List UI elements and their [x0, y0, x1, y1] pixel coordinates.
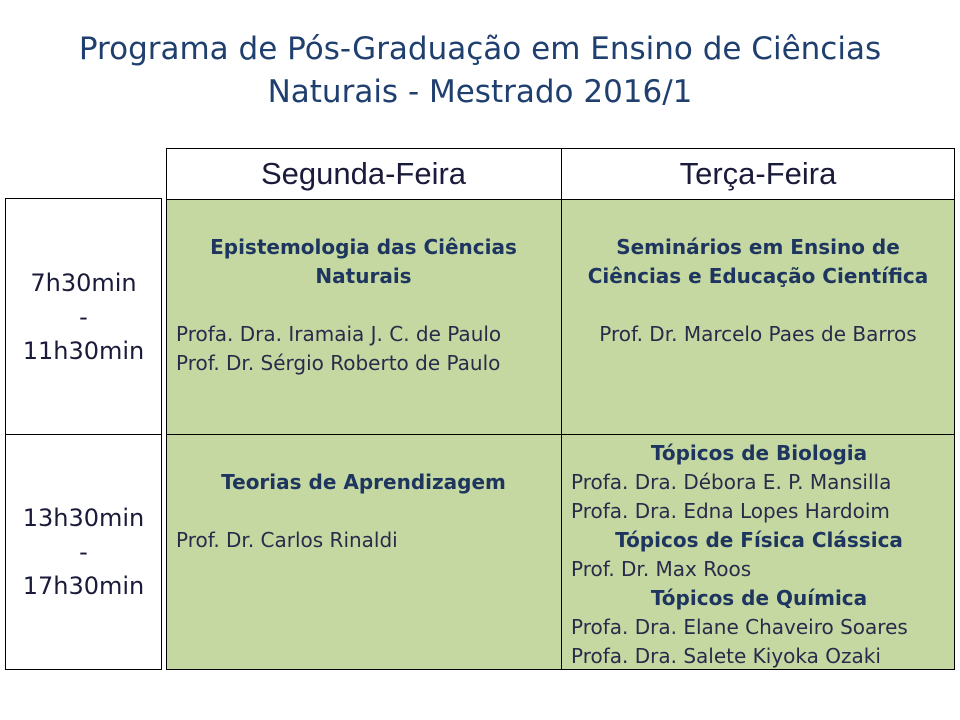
- time-separator: -: [79, 302, 88, 331]
- course-title: Seminários em Ensino de: [616, 235, 900, 259]
- professor-name: Profa. Dra. Elane Chaveiro Soares: [571, 615, 908, 639]
- time-slot-morning: [5, 198, 162, 435]
- cell-monday-afternoon: [166, 435, 561, 670]
- professor-name: Profa. Dra. Iramaia J. C. de Paulo: [176, 322, 502, 346]
- header-monday-label: Segunda-Feira: [260, 156, 467, 191]
- page-title-line1: Programa de Pós-Graduação em Ensino de Ciências: [78, 31, 882, 67]
- course-title: Tópicos de Química: [650, 586, 868, 610]
- course-title: Epistemologia das Ciências: [210, 235, 517, 259]
- cell-tuesday-morning: [561, 200, 955, 435]
- professor-name: Prof. Dr. Sérgio Roberto de Paulo: [176, 351, 501, 375]
- time-end: 17h30min: [22, 572, 145, 600]
- course-title: Teorias de Aprendizagem: [221, 470, 506, 494]
- page-title: [0, 28, 960, 114]
- course-title: Ciências e Educação Científica: [587, 264, 929, 288]
- professor-name: Prof. Dr. Marcelo Paes de Barros: [599, 322, 917, 346]
- page-title-line2: Naturais - Mestrado 2016/1: [267, 74, 693, 110]
- course-title: Tópicos de Física Clássica: [615, 528, 903, 552]
- course-title: Naturais: [315, 264, 412, 288]
- course-title: Tópicos de Biologia: [650, 441, 868, 465]
- professor-name: Profa. Dra. Edna Lopes Hardoim: [571, 499, 890, 523]
- time-separator: -: [79, 538, 88, 566]
- professor-name: Prof. Dr. Max Roos: [571, 557, 752, 581]
- professor-name: Prof. Dr. Carlos Rinaldi: [176, 528, 398, 552]
- header-monday: [166, 148, 561, 200]
- header-tuesday-label: Terça-Feira: [679, 156, 837, 191]
- cell-tuesday-afternoon: [561, 435, 955, 670]
- time-start: 13h30min: [22, 504, 145, 532]
- professor-name: Profa. Dra. Débora E. P. Mansilla: [571, 470, 892, 494]
- time-start: 7h30min: [30, 268, 137, 297]
- professor-name: Profa. Dra. Salete Kiyoka Ozaki: [571, 644, 881, 668]
- time-end: 11h30min: [22, 336, 145, 365]
- header-tuesday: [561, 148, 955, 200]
- cell-monday-morning: [166, 200, 561, 435]
- time-slot-afternoon: [5, 434, 162, 670]
